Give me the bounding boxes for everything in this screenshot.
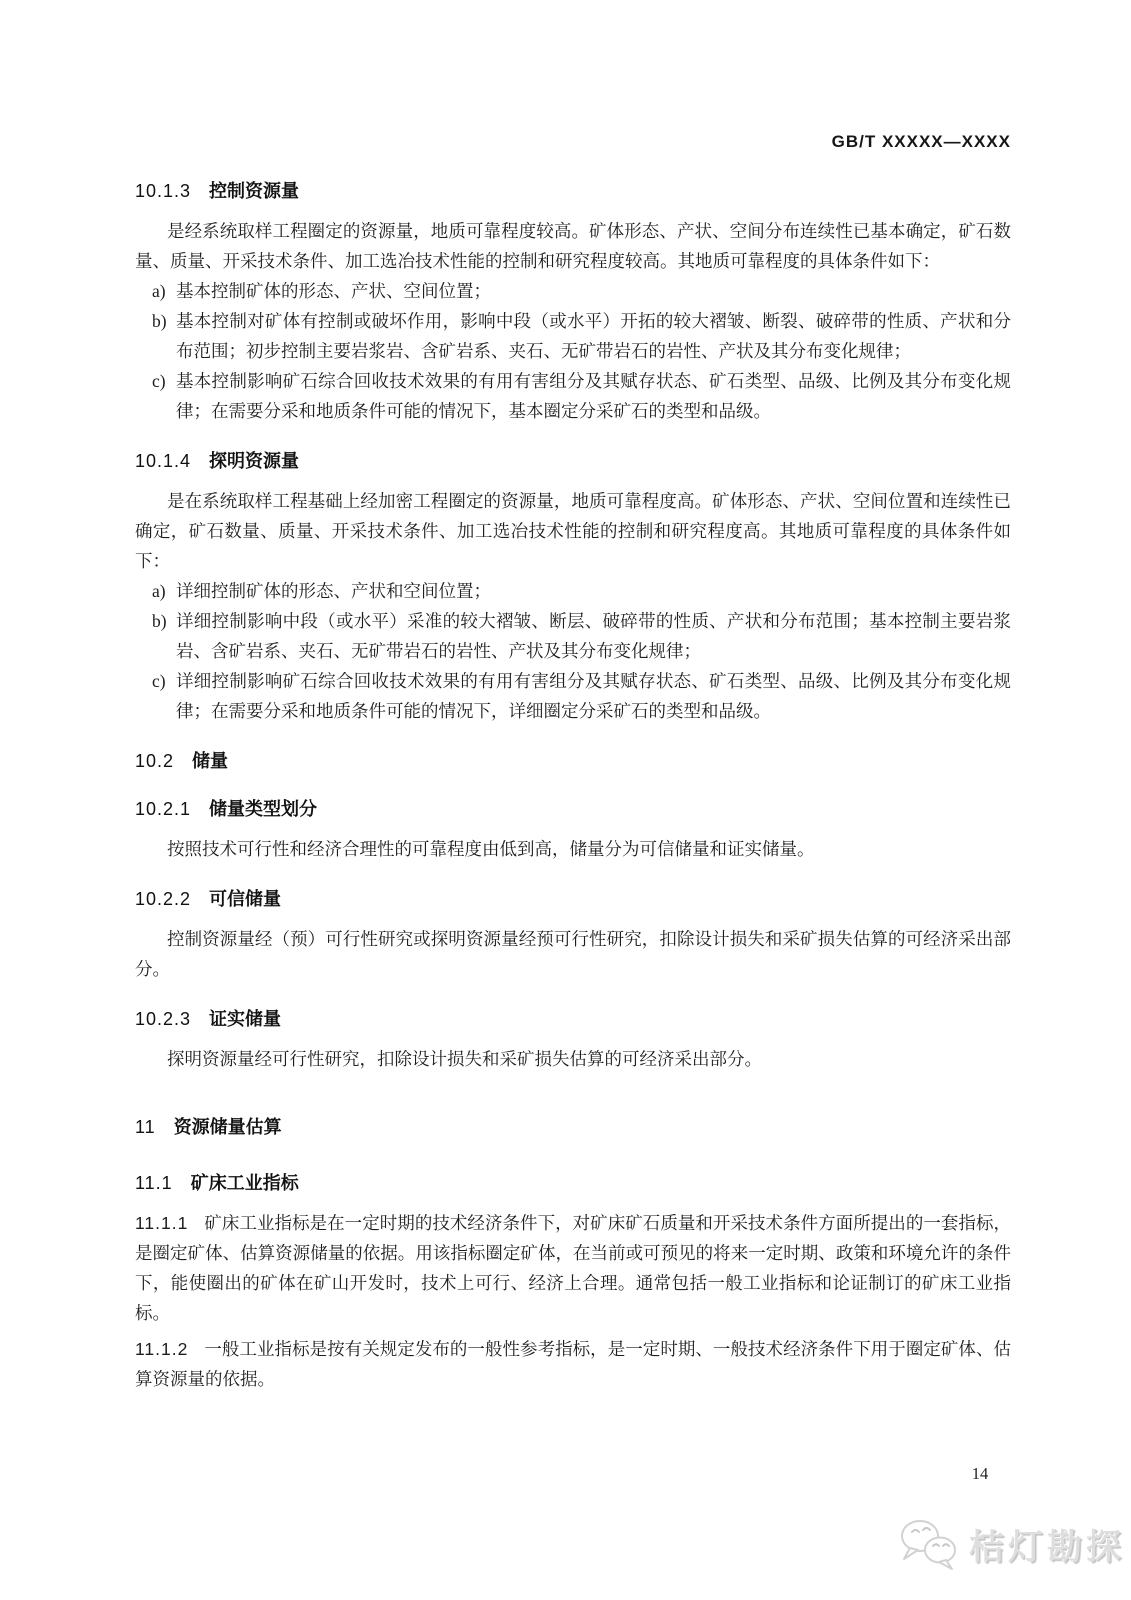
section-number: 10.1.4	[135, 451, 192, 471]
standard-code: GB/T XXXXX—XXXX	[831, 132, 1011, 151]
paragraph-10-1-3-intro: 是经系统取样工程圈定的资源量，地质可靠程度较高。矿体形态、产状、空间分布连续性已基本确定，矿石数量、质量、开采技术条件、加工选冶技术性能的控制和研究程度较高。其地质可靠程度的具体条件如下：	[135, 221, 1011, 271]
list-marker: b)	[152, 611, 167, 631]
section-heading-10-2-2	[135, 886, 1011, 912]
list-marker: a)	[152, 281, 166, 301]
list-marker: a)	[152, 581, 166, 601]
section-title: 资源储量估算	[173, 1117, 282, 1137]
watermark	[897, 1516, 1125, 1574]
section-title: 储量	[192, 751, 229, 771]
paragraph-10-1-4-intro: 是在系统取样工程基础上经加密工程圈定的资源量，地质可靠程度高。矿体形态、产状、空间位置和连续性已确定，矿石数量、质量、开采技术条件、加工选冶技术性能的控制和研究程度高。其地质可靠程度的具体条件如下：	[135, 491, 1011, 571]
section-number: 10.2	[135, 751, 175, 771]
list-item-text: 详细控制矿体的形态、产状和空间位置；	[176, 581, 491, 601]
section-heading-10-2	[135, 748, 1011, 774]
list-marker: b)	[152, 311, 167, 331]
section-heading-11-1	[135, 1170, 1011, 1196]
paragraph-10-2-1: 按照技术可行性和经济合理性的可靠程度由低到高，储量分为可信储量和证实储量。	[167, 839, 815, 859]
section-number: 10.2.2	[135, 889, 192, 909]
section-number: 11	[135, 1117, 156, 1137]
section-heading-10-2-3	[135, 1006, 1011, 1032]
list-item-b	[135, 306, 1011, 366]
section-number: 10.1.3	[135, 181, 192, 201]
paragraph-text: 矿床工业指标是在一定时期的技术经济条件下，对矿床矿石质量和开采技术条件方面所提出的一套指标，是圈定矿体、估算资源储量的依据。用该指标圈定矿体，在当前或可预见的将来一定时期、政策和环境允许的条件下，能使圈出的矿体在矿山开发时，技术上可行、经济上合理。通常包括一般工业指标和论证制订的矿床工业指标。	[135, 1213, 1011, 1323]
section-heading-10-1-4	[135, 448, 1011, 474]
section-heading-10-1-3	[135, 178, 1011, 204]
paragraph-11-1-2	[135, 1334, 1011, 1394]
list-item-a	[135, 276, 1011, 306]
section-title: 探明资源量	[209, 451, 300, 471]
paragraph-10-2-2: 控制资源量经（预）可行性研究或探明资源量经预可行性研究，扣除设计损失和采矿损失估算的可经济采出部分。	[135, 929, 1011, 979]
list-item-text: 详细控制影响中段（或水平）采准的较大褶皱、断层、破碎带的性质、产状和分布范围；基本控制主要岩浆岩、含矿岩系、夹石、无矿带岩石的岩性、产状及其分布变化规律；	[176, 611, 1011, 661]
chapter-heading-11	[135, 1114, 1011, 1140]
section-title: 可信储量	[209, 889, 282, 909]
list-item-a	[135, 576, 1011, 606]
paragraph-number: 11.1.2	[135, 1339, 189, 1359]
paragraph-10-2-3: 探明资源量经可行性研究，扣除设计损失和采矿损失估算的可经济采出部分。	[167, 1049, 762, 1069]
list-item-text: 基本控制矿体的形态、产状、空间位置；	[176, 281, 491, 301]
section-heading-10-2-1	[135, 796, 1011, 822]
list-item-text: 详细控制影响矿石综合回收技术效果的有用有害组分及其赋存状态、矿石类型、品级、比例及其分布变化规律；在需要分采和地质条件可能的情况下，详细圈定分采矿石的类型和品级。	[176, 671, 1011, 721]
list-item-b	[135, 606, 1011, 666]
lettered-list-10-1-3	[135, 276, 1011, 426]
paragraph-number: 11.1.1	[135, 1213, 189, 1233]
page-number: 14	[971, 1464, 989, 1483]
section-title: 控制资源量	[209, 181, 300, 201]
page-header	[135, 132, 1011, 152]
section-number: 10.2.3	[135, 1009, 192, 1029]
section-title: 矿床工业指标	[190, 1173, 299, 1193]
paragraph-11-1-1	[135, 1208, 1011, 1328]
section-title: 证实储量	[209, 1009, 282, 1029]
list-item-c	[135, 666, 1011, 726]
list-item-text: 基本控制影响矿石综合回收技术效果的有用有害组分及其赋存状态、矿石类型、品级、比例及其分布变化规律；在需要分采和地质条件可能的情况下，基本圈定分采矿石的类型和品级。	[176, 371, 1011, 421]
section-title: 储量类型划分	[209, 799, 318, 819]
list-marker: c)	[152, 371, 166, 391]
list-item-c	[135, 366, 1011, 426]
wechat-chat-bubbles-icon	[897, 1516, 963, 1574]
lettered-list-10-1-4	[135, 576, 1011, 726]
section-number: 10.2.1	[135, 799, 192, 819]
list-marker: c)	[152, 671, 166, 691]
section-number: 11.1	[135, 1173, 173, 1193]
watermark-text: 桔灯勘探	[968, 1528, 1125, 1567]
list-item-text: 基本控制对矿体有控制或破坏作用，影响中段（或水平）开拓的较大褶皱、断裂、破碎带的性质、产状和分布范围；初步控制主要岩浆岩、含矿岩系、夹石、无矿带岩石的岩性、产状及其分布变化规律；	[176, 311, 1011, 361]
paragraph-text: 一般工业指标是按有关规定发布的一般性参考指标，是一定时期、一般技术经济条件下用于圈定矿体、估算资源量的依据。	[135, 1339, 1011, 1389]
